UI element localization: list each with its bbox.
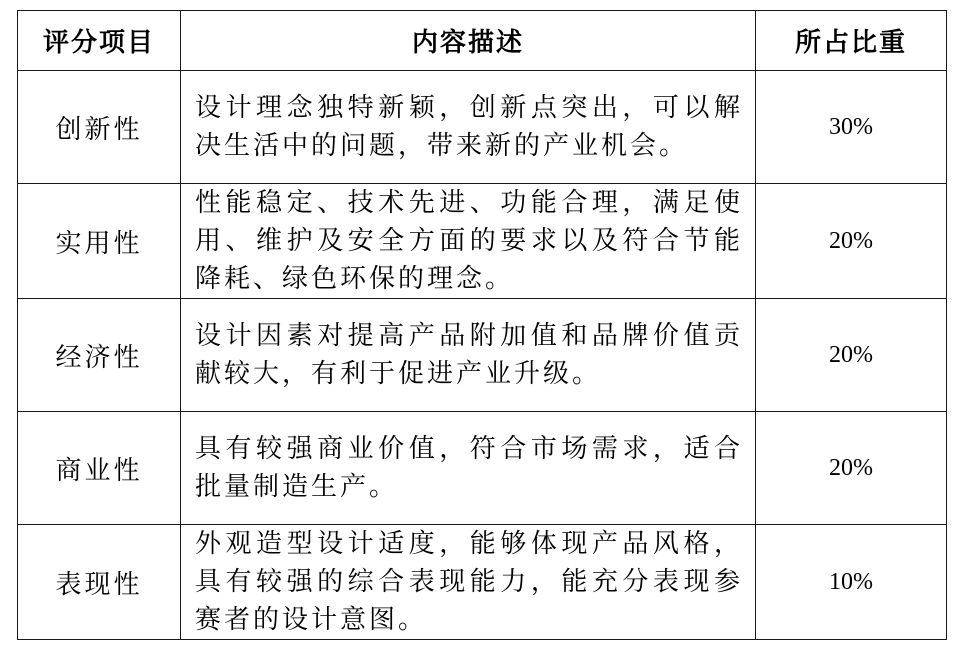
scoring-criteria-table xyxy=(17,10,947,640)
row-item-label: 表现性 xyxy=(18,525,181,640)
row-description: 设计因素对提高产品附加值和品牌价值贡献较大，有利于促进产业升级。 xyxy=(195,321,743,389)
row-item-label: 经济性 xyxy=(18,299,181,412)
row-item-label: 实用性 xyxy=(18,184,181,299)
row-weight: 20% xyxy=(756,299,947,412)
header-item: 评分项目 xyxy=(18,11,181,71)
row-description-cell xyxy=(181,412,756,525)
row-description-cell xyxy=(181,184,756,299)
row-description-cell xyxy=(181,71,756,184)
row-description: 具有较强商业价值，符合市场需求，适合批量制造生产。 xyxy=(195,434,743,502)
table-row-commerciality xyxy=(18,412,947,525)
row-description: 性能稳定、技术先进、功能合理，满足使用、维护及安全方面的要求以及符合节能降耗、绿色环保的理念。 xyxy=(195,188,743,294)
table-header-row xyxy=(18,11,947,71)
row-description-cell xyxy=(181,525,756,640)
header-description: 内容描述 xyxy=(181,11,756,71)
row-description-cell xyxy=(181,299,756,412)
table-row-practicality xyxy=(18,184,947,299)
row-weight: 20% xyxy=(756,184,947,299)
row-weight: 10% xyxy=(756,525,947,640)
table-row-economy xyxy=(18,299,947,412)
row-description: 设计理念独特新颖，创新点突出，可以解决生活中的问题，带来新的产业机会。 xyxy=(195,93,743,161)
row-item-label: 商业性 xyxy=(18,412,181,525)
table-row-expressiveness xyxy=(18,525,947,640)
row-description: 外观造型设计适度，能够体现产品风格，具有较强的综合表现能力，能充分表现参赛者的设计意图。 xyxy=(195,529,743,635)
table-row-innovation xyxy=(18,71,947,184)
row-weight: 30% xyxy=(756,71,947,184)
row-weight: 20% xyxy=(756,412,947,525)
row-item-label: 创新性 xyxy=(18,71,181,184)
header-weight: 所占比重 xyxy=(756,11,947,71)
